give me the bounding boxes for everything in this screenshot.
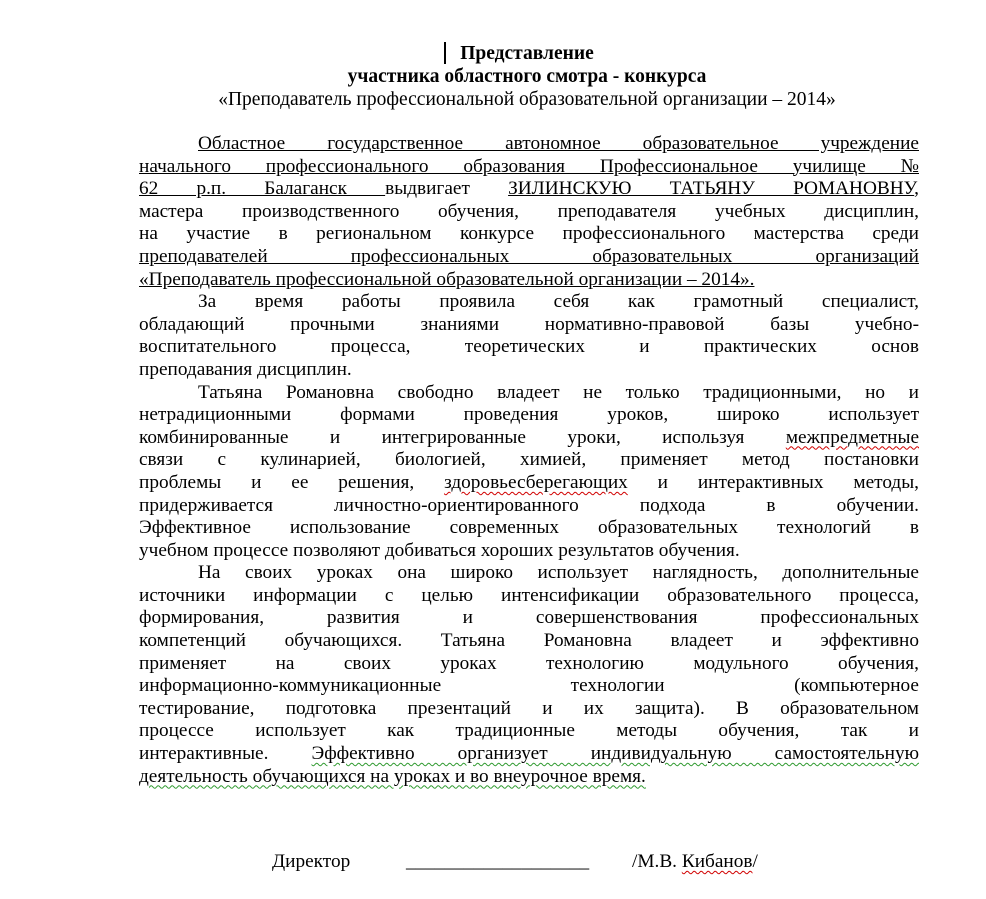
body-line xyxy=(139,314,919,337)
body-line xyxy=(139,178,919,201)
body-text: компетенций обучающихся. Татьяна Романовна владеет и эффективно xyxy=(139,630,919,652)
body-text: формирования, развития и совершенствования профессиональных xyxy=(139,607,919,629)
body-text: процессе использует как традиционные методы обучения, так и xyxy=(139,720,919,742)
body-line xyxy=(139,562,919,585)
body-line xyxy=(139,766,919,789)
spellcheck-word: Кибанов xyxy=(681,851,753,872)
signatory-name xyxy=(632,850,758,873)
nominee-name: ЗИЛИНСКУЮ ТАТЬЯНУ РОМАНОВНУ xyxy=(508,178,915,200)
body-text: и интерактивных методы, xyxy=(627,471,919,493)
body-text-underlined: Областное государственное автономное образовательное учреждение xyxy=(198,133,919,154)
body-line xyxy=(139,291,919,314)
body-line xyxy=(139,720,919,743)
body-line xyxy=(139,223,919,246)
body-text: интерактивные. xyxy=(139,743,312,765)
body-text: применяет на своих уроках технологию модульного обучения, xyxy=(139,652,919,674)
body-text: обладающий прочными знаниями нормативно-правовой базы учебно- xyxy=(139,313,919,335)
body-line xyxy=(139,472,919,495)
body-text: выдвигает xyxy=(385,178,509,200)
body-text: На своих уроках она широко использует наглядность, дополнительные xyxy=(198,562,919,584)
signatory-role: Директор xyxy=(272,851,351,872)
body-text-underlined: «Преподаватель профессиональной образовательной организации – 2014». xyxy=(139,268,755,290)
spellcheck-word: межпредметные xyxy=(785,426,919,448)
body-line xyxy=(139,630,919,653)
document-subtitle: участника областного смотра - конкурса xyxy=(347,66,707,87)
body-line xyxy=(139,449,919,472)
body-text-underlined: 62 р.п. Балаганск xyxy=(139,178,386,200)
body-line xyxy=(139,675,919,698)
body-line xyxy=(139,607,919,630)
body-text: нетрадиционными формами проведения уроков, широко использует xyxy=(139,404,919,426)
body-line xyxy=(139,495,919,518)
signatory-slash: / xyxy=(752,851,758,872)
spellcheck-word: здоровьесберегающих xyxy=(444,471,628,493)
body-line xyxy=(139,585,919,608)
body-line xyxy=(139,201,919,224)
body-text: За время работы проявила себя как грамотный специалист, xyxy=(198,291,919,313)
body-text: на участие в региональном конкурсе профессионального мастерства среди xyxy=(139,223,919,245)
body-text: воспитательного процесса, теоретических и практических основ xyxy=(139,336,919,358)
signature-line: ___________________ xyxy=(406,851,590,872)
document-body xyxy=(139,133,919,788)
body-text: тестирование, подготовка презентаций и их защита). В образовательном xyxy=(139,697,919,719)
body-line xyxy=(139,246,919,269)
body-line xyxy=(139,427,919,450)
contest-name: «Преподаватель профессиональной образовательной организации – 2014» xyxy=(218,89,836,110)
body-line xyxy=(139,517,919,540)
body-line xyxy=(139,382,919,405)
body-text: комбинированные и интегрированные уроки, используя xyxy=(139,426,786,448)
body-line xyxy=(139,540,919,563)
body-text-underlined: начального профессионального образования Профессиональное училище № xyxy=(139,155,919,177)
body-line xyxy=(139,698,919,721)
body-line xyxy=(139,653,919,676)
body-text: преподавания дисциплин. xyxy=(139,358,352,380)
body-text: проблемы и ее решения, xyxy=(139,471,445,493)
body-text: мастера производственного обучения, преподавателя учебных дисциплин, xyxy=(139,200,919,222)
body-text: Эффективное использование современных образовательных технологий в xyxy=(139,517,919,539)
document-title: Представление xyxy=(460,43,594,64)
body-text: источники информации с целью интенсификации образовательного процесса, xyxy=(139,584,919,606)
body-text: придерживается личностно-ориентированного подхода в обучении. xyxy=(139,494,919,516)
body-line xyxy=(139,359,919,382)
grammar-check-text: Эффективно организует индивидуальную самостоятельную xyxy=(311,743,919,765)
body-line xyxy=(139,336,919,359)
body-line xyxy=(139,743,919,766)
body-text: учебном процессе позволяют добиваться хороших результатов обучения. xyxy=(139,539,740,561)
grammar-check-text: деятельность обучающихся на уроках и во внеурочное время. xyxy=(139,765,646,787)
body-text: связи с кулинарией, биологией, химией, применяет метод постановки xyxy=(139,449,919,471)
body-text-underlined: преподавателей профессиональных образовательных организаций xyxy=(139,245,919,267)
body-text: Татьяна Романовна свободно владеет не только традиционными, но и xyxy=(198,381,919,403)
body-text: , xyxy=(914,178,919,200)
body-line xyxy=(139,269,919,292)
body-line xyxy=(139,133,919,156)
body-text: информационно-коммуникационные технологии (компьютерное xyxy=(139,675,919,697)
body-line xyxy=(139,156,919,179)
body-line xyxy=(139,404,919,427)
signatory-initials: /М.В. xyxy=(632,851,682,872)
